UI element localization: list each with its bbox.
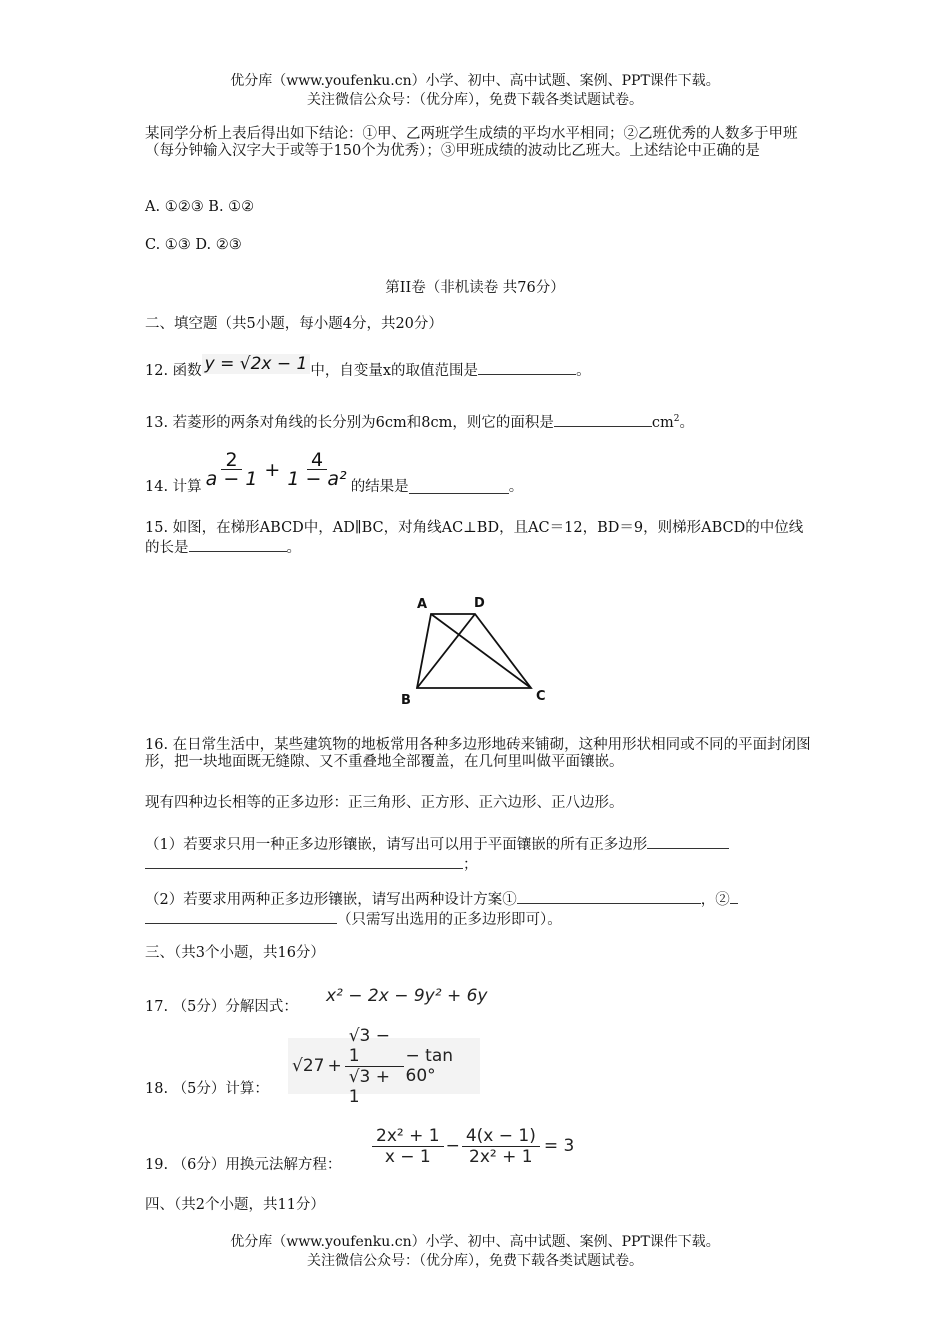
q12-end: 。 (576, 363, 591, 379)
q18-plus: + (327, 1056, 342, 1076)
footer-line-2: 关注微信公众号：（优分库），免费下载各类试题试卷。 (307, 1253, 643, 1269)
q14-f2-denominator: 1 − a² (287, 468, 347, 490)
q13-unit: cm (651, 414, 674, 431)
q15-text: 15. 如图，在梯形ABCD中，AD∥BC，对角线AC⊥BD，且AC＝12，BD＝9，则梯形ABCD的中位线的长是 (145, 520, 804, 556)
question-14 (145, 448, 523, 498)
section-2-title: 第II卷（非机读卷 共76分） (385, 280, 565, 296)
q18-denominator: √3 + 1 (348, 1066, 391, 1107)
q18-numerator: √3 − 1 (345, 1026, 404, 1067)
options-row-1: A. ①②③ B. ①② (145, 199, 255, 215)
q15-end: 。 (286, 540, 301, 556)
q16-part-2 (145, 889, 815, 929)
label-a: A (417, 597, 428, 612)
fill-section-heading: 二、填空题（共5小题，每小题4分，共20分） (145, 316, 443, 332)
q14-suffix: 的结果是 (350, 479, 409, 495)
question-12 (145, 354, 591, 386)
label-d: D (474, 596, 485, 611)
q19-f2-numerator: 4(x − 1) (462, 1126, 540, 1147)
page-footer (0, 1233, 950, 1271)
q19-f2-denominator: 2x² + 1 (469, 1146, 533, 1167)
footer-line-1: 优分库（www.youfenku.cn）小学、初中、高中试题、案例、PPT课件下载。 (230, 1234, 720, 1250)
q14-prefix: 14. 计算 (145, 479, 202, 495)
q16-part2-blank-2a[interactable] (730, 889, 738, 904)
q16-part2-text-c: （只需写出选用的正多边形即可）。 (337, 912, 562, 928)
q12-suffix: 中，自变量x的取值范围是 (310, 363, 479, 379)
question-15 (145, 520, 805, 557)
q18-sqrt27: √27 (292, 1056, 325, 1076)
q14-f2-numerator: 4 (307, 451, 327, 470)
label-c: C (536, 689, 546, 704)
q16-part2-blank-1[interactable] (517, 889, 701, 904)
label-b: B (401, 693, 411, 708)
q13-text: 13. 若菱形的两条对角线的长分别为6cm和8cm，则它的面积是 (145, 414, 554, 431)
q13-answer-blank[interactable] (554, 412, 652, 427)
q14-end: 。 (508, 479, 524, 495)
q16-part1-blank-b[interactable] (145, 854, 463, 869)
trapezoid-figure (395, 588, 565, 713)
trapezoid-outline (417, 614, 531, 688)
question-16: 16. 在日常生活中，某些建筑物的地板常用各种多边形地砖来铺砌，这种用形状相同或不同的平面封闭图形，把一块地面既无缝隙、又不重叠地全部覆盖，在几何里叫做平面镶嵌。 (145, 737, 811, 770)
q13-unit-sup: 2 (673, 414, 680, 424)
header-line-2: 关注微信公众号：（优分库），免费下载各类试题试卷。 (307, 92, 643, 108)
q13-end: 。 (679, 414, 694, 431)
q14-fraction-1 (202, 451, 262, 488)
question-19: 19. （6分）用换元法解方程： (145, 1157, 342, 1173)
q12-answer-blank[interactable] (478, 360, 576, 375)
q14-answer-blank[interactable] (409, 479, 509, 494)
q15-answer-blank[interactable] (189, 537, 287, 552)
intro-paragraph: 某同学分析上表后得出如下结论：①甲、乙两班学生成绩的平均水平相同；②乙班优秀的人数多于甲班（每分钟输入汉字大于或等于150个为优秀）；③甲班成绩的波动比乙班大。上述结论中正确的是 (145, 126, 798, 159)
q16-part2-text-a: （2）若要求用两种正多边形镶嵌，请写出两种设计方案① (145, 892, 517, 908)
q14-f1-numerator: 2 (221, 451, 241, 470)
q19-f1-numerator: 2x² + 1 (372, 1126, 444, 1147)
header-line-1: 优分库（www.youfenku.cn）小学、初中、高中试题、案例、PPT课件下载。 (230, 73, 720, 89)
section-3-heading: 三、（共3个小题，共16分） (145, 945, 325, 961)
q18-formula (288, 1025, 480, 1107)
q19-formula (372, 1121, 574, 1171)
q14-expression (202, 451, 351, 488)
page-header (0, 72, 950, 110)
q14-f1-denominator: a − 1 (205, 468, 258, 490)
q14-plus: + (264, 458, 281, 481)
q16-part2-text-b: ，② (700, 892, 730, 908)
q18-tan: − tan 60° (405, 1046, 454, 1086)
q19-minus: − (445, 1136, 460, 1156)
q19-fraction-2 (462, 1126, 540, 1167)
q12-formula: y = √2x − 1 (202, 354, 311, 374)
q18-fraction (345, 1026, 404, 1107)
q19-equals: = 3 (543, 1136, 575, 1156)
q19-fraction-1 (372, 1126, 444, 1167)
question-17: 17. （5分）分解因式： (145, 999, 298, 1015)
question-18: 18. （5分）计算： (145, 1081, 269, 1097)
q17-formula: x² − 2x − 9y² + 6y (326, 986, 488, 1006)
q19-f1-denominator: x − 1 (384, 1146, 431, 1167)
q16-part2-blank-2b[interactable] (145, 909, 337, 924)
question-13 (145, 410, 694, 432)
q16-text-2: 现有四种边长相等的正多边形：正三角形、正方形、正六边形、正八边形。 (145, 795, 624, 811)
q12-prefix: 12. 函数 (145, 363, 202, 379)
options-row-2: C. ①③ D. ②③ (145, 237, 242, 253)
q14-fraction-2 (283, 451, 350, 488)
q16-part1-blank-a[interactable] (647, 834, 729, 849)
q16-part-1 (145, 834, 810, 874)
q16-part1-text: （1）若要求只用一种正多边形镶嵌，请写出可以用于平面镶嵌的所有正多边形 (145, 837, 648, 853)
section-4-heading: 四、（共2个小题，共11分） (145, 1197, 325, 1213)
q16-part1-end: ； (463, 857, 478, 873)
